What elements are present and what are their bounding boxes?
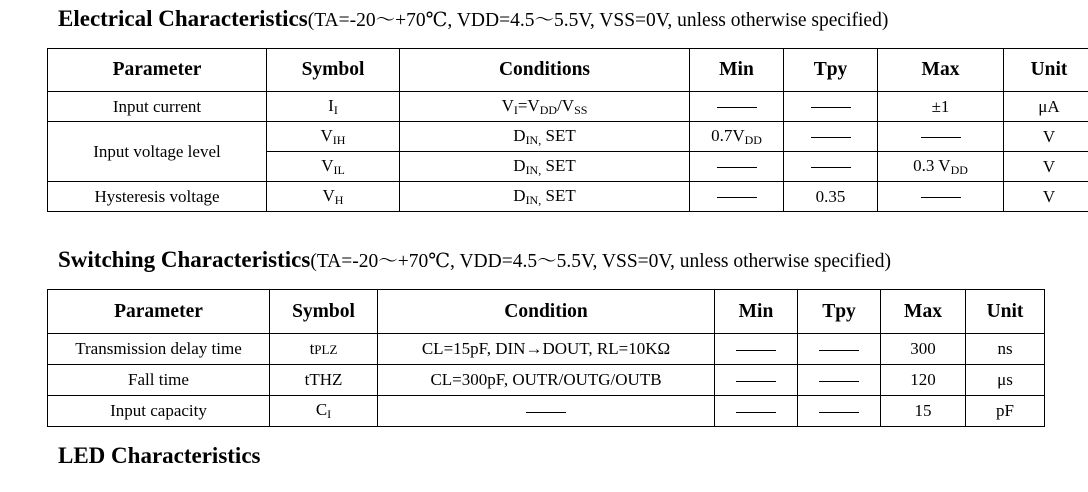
cell-parameter: Fall time: [48, 365, 270, 396]
cell-symbol: $V_{IL}$: [267, 152, 400, 182]
cell-typ: 0.35: [784, 182, 878, 212]
header-conditions: Conditions: [400, 49, 690, 92]
header-symbol: Symbol: [267, 49, 400, 92]
switching-title: Switching Characteristics: [58, 247, 311, 272]
cell-min: [715, 396, 798, 427]
electrical-conditions: (TA=-20～+70℃, VDD=4.5～5.5V, VSS=0V, unless otherwise specified): [307, 10, 889, 31]
electrical-title: Electrical Characteristics: [58, 6, 308, 31]
cell-symbol: tPLZ: [270, 334, 378, 365]
cell-unit: ns: [966, 334, 1045, 365]
cell-unit: μA: [1004, 92, 1088, 122]
electrical-heading: [58, 4, 888, 32]
table-row: [48, 334, 1045, 365]
cell-parameter: Input voltage level: [48, 122, 267, 182]
cell-typ: [784, 122, 878, 152]
header-symbol: Symbol: [270, 290, 378, 334]
cell-condition: CL=300pF, OUTR/OUTG/OUTB: [378, 365, 715, 396]
cell-typ: [798, 396, 881, 427]
header-condition: Condition: [378, 290, 715, 334]
header-parameter: Parameter: [48, 49, 267, 92]
cell-max: 120: [881, 365, 966, 396]
table-header-row: [48, 290, 1045, 334]
cell-min: [690, 152, 784, 182]
cell-unit: V: [1004, 122, 1088, 152]
cell-unit: pF: [966, 396, 1045, 427]
cell-parameter: Input current: [48, 92, 267, 122]
led-title: LED Characteristics: [58, 443, 261, 468]
cell-max: 15: [881, 396, 966, 427]
header-min: Min: [690, 49, 784, 92]
table-row: [48, 365, 1045, 396]
header-typ: Tpy: [784, 49, 878, 92]
cell-conditions: $D_{IN,}$ SET: [400, 122, 690, 152]
cell-symbol: $I_I$: [267, 92, 400, 122]
header-max: Max: [881, 290, 966, 334]
cell-parameter: Hysteresis voltage: [48, 182, 267, 212]
table-row: [48, 122, 1088, 152]
cell-max: 0.3 $V_{DD}$: [878, 152, 1004, 182]
cell-min: $0.7V_{DD}$: [690, 122, 784, 152]
header-max: Max: [878, 49, 1004, 92]
cell-typ: [798, 334, 881, 365]
cell-conditions: $V_I=V_{DD}/V_{SS}$: [400, 92, 690, 122]
cell-max: [878, 182, 1004, 212]
cell-symbol: $V_H$: [267, 182, 400, 212]
header-unit: Unit: [1004, 49, 1088, 92]
cell-condition: [378, 396, 715, 427]
cell-max: 300: [881, 334, 966, 365]
cell-symbol: $V_{IH}$: [267, 122, 400, 152]
cell-conditions: $D_{IN,}$ SET: [400, 152, 690, 182]
cell-typ: [798, 365, 881, 396]
cell-min: [690, 182, 784, 212]
header-parameter: Parameter: [48, 290, 270, 334]
cell-max: ±1: [878, 92, 1004, 122]
cell-condition: CL=15pF, DIN→DOUT, RL=10KΩ: [378, 334, 715, 365]
cell-symbol: tTHZ: [270, 365, 378, 396]
cell-conditions: $D_{IN,}$ SET: [400, 182, 690, 212]
cell-symbol: $C_I$: [270, 396, 378, 427]
table-header-row: [48, 49, 1088, 92]
cell-min: [715, 365, 798, 396]
cell-typ: [784, 152, 878, 182]
cell-parameter: Transmission delay time: [48, 334, 270, 365]
cell-unit: V: [1004, 152, 1088, 182]
table-row: [48, 182, 1088, 212]
table-row: [48, 92, 1088, 122]
electrical-table: [47, 48, 1088, 212]
switching-conditions: (TA=-20～+70℃, VDD=4.5～5.5V, VSS=0V, unless otherwise specified): [310, 251, 891, 272]
cell-parameter: Input capacity: [48, 396, 270, 427]
cell-typ: [784, 92, 878, 122]
cell-unit: V: [1004, 182, 1088, 212]
header-min: Min: [715, 290, 798, 334]
header-unit: Unit: [966, 290, 1045, 334]
cell-unit: μs: [966, 365, 1045, 396]
led-heading: [58, 443, 261, 469]
cell-min: [690, 92, 784, 122]
header-typ: Tpy: [798, 290, 881, 334]
switching-heading: [58, 245, 891, 273]
table-row: [48, 396, 1045, 427]
cell-max: [878, 122, 1004, 152]
switching-table: [47, 289, 1045, 427]
cell-min: [715, 334, 798, 365]
